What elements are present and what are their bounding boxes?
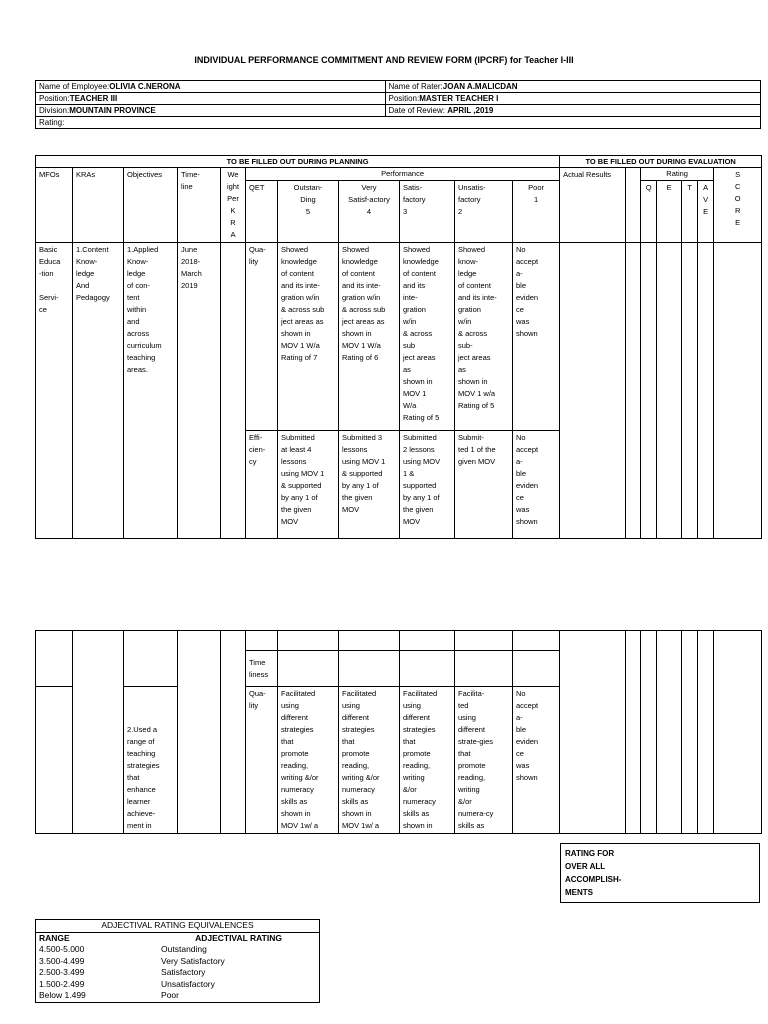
adjectival-row: 3.500-4.499 Very Satisfactory (39, 955, 225, 966)
employee-name-cell: Name of Employee:OLIVIA C.NERONA (36, 81, 386, 93)
adjectival-row: 1.500-2.499 Unsatisfactory (39, 978, 215, 989)
outstanding-header: Outstan- Ding 5 (278, 180, 339, 242)
qet-header: QET (246, 180, 278, 242)
objective-2-cell: 2.Used a range of teaching strategies that enhance learner achieve- ment in (124, 687, 178, 834)
quality-outstanding: Showed knowledge of content and its inte- gration w/in & across sub ject areas as shown in MOV 1 W/a Rating of 7 (278, 243, 339, 431)
employee-position-cell: Position:TEACHER III (36, 93, 386, 105)
performance-table (35, 155, 762, 539)
performance-header: Performance (246, 168, 560, 181)
weight-header: We ight Per K R A (221, 168, 246, 243)
efficiency-label: Effi- cien- cy (246, 431, 278, 539)
review-date: APRIL ,2019 (447, 106, 494, 115)
adjectival-row: Below 1.499 Poor (39, 990, 179, 1000)
unsatisfactory-header: Unsatis- factory 2 (455, 180, 513, 242)
objective-cell: 1.Applied Know- ledge of con- tent within and across curriculum teaching areas. (124, 243, 178, 539)
efficiency-poor: No accept a- ble eviden ce was shown (513, 431, 560, 539)
rater-name-cell: Name of Rater:JOAN A.MALICDAN (385, 81, 760, 93)
range-header: RANGE (39, 932, 70, 943)
rater-position: MASTER TEACHER I (419, 94, 499, 103)
mfo-cell: Basic Educa -tion Servi- ce (36, 243, 73, 539)
adjectival-row: 2.500-3.499 Satisfactory (39, 967, 206, 977)
score-cell[interactable] (714, 243, 762, 539)
efficiency-unsatisfactory: Submit- ted 1 of the given MOV (455, 431, 513, 539)
quality-very-satisfactory: Showed knowledge of content and its inte- gration w/in & across sub ject areas as shown in MOV 1 W/a Rating of 6 (339, 243, 400, 431)
rating-ave-cell[interactable] (698, 243, 714, 539)
poor-header: Poor 1 (513, 180, 560, 242)
objectives-header: Objectives (124, 168, 178, 243)
employee-name: OLIVIA C.NERONA (109, 82, 181, 91)
adjectival-row: 4.500-5.000 Outstanding (39, 944, 207, 954)
quality-label: Qua- lity (246, 243, 278, 431)
efficiency-very-satisfactory: Submitted 3 lessons using MOV 1 & supported by any 1 of the given MOV (339, 431, 400, 539)
rating-e-header: E (657, 180, 682, 242)
rater-name: JOAN A.MALICDAN (442, 82, 518, 91)
quality-2-satisfactory: Facilitated using different strategies that promote reading, writing &/or numeracy skills as shown in (400, 687, 455, 834)
quality-2-outstanding: Facilitated using different strategies that promote reading, writing &/or numeracy skills as shown in MOV 1w/ a (278, 687, 339, 834)
kra-cell: 1.Content Know- ledge And Pedagogy (73, 243, 124, 539)
form-title: INDIVIDUAL PERFORMANCE COMMITMENT AND REVIEW FORM (IPCRF) for Teacher I-III (194, 55, 574, 65)
actual-results-cell[interactable] (560, 243, 626, 539)
quality-2-unsatisfactory: Facilita- ted using different strate-gies that promote reading, writing &/or numera-cy skills as (455, 687, 513, 834)
quality-poor: No accept a- ble eviden ce was shown (513, 243, 560, 431)
adjectival-rating-table (35, 919, 320, 1003)
adjectival-rating-header: ADJECTIVAL RATING (195, 932, 282, 943)
rating-e-cell[interactable] (657, 243, 682, 539)
quality-2-very-satisfactory: Facilitated using different strategies that promote reading, writing &/or numeracy skills as shown in MOV 1w/ a (339, 687, 400, 834)
weight-cell[interactable] (221, 243, 246, 539)
efficiency-outstanding: Submitted at least 4 lessons using MOV 1 & supported by any 1 of the given MOV (278, 431, 339, 539)
overall-rating-box: RATING FOR OVER ALL ACCOMPLISH- MENTS (560, 843, 760, 903)
score-header: S C O R E (714, 168, 762, 243)
rating-t-header: T (682, 180, 698, 242)
quality-unsatisfactory: Showed know- ledge of content and its inte- gration w/in & across sub- ject areas as shown in MOV 1 w/a Rating of 5 (455, 243, 513, 431)
division: MOUNTAIN PROVINCE (69, 106, 156, 115)
timeline-header: Time- line (178, 168, 221, 243)
rating-ave-header: A V E (698, 180, 714, 242)
timeline-cell: June 2018- March 2019 (178, 243, 221, 539)
rating-cell: Rating: (36, 117, 761, 129)
satisfactory-header: Satis- factory 3 (400, 180, 455, 242)
kras-header: KRAs (73, 168, 124, 243)
planning-header: TO BE FILLED OUT DURING PLANNING (36, 156, 560, 168)
performance-table-continued (35, 630, 762, 834)
adjectival-title: ADJECTIVAL RATING EQUIVALENCES (36, 920, 320, 933)
employee-position: TEACHER III (69, 94, 118, 103)
evaluation-header: TO BE FILLED OUT DURING EVALUATION (560, 156, 762, 168)
quality-2-poor: No accept a- ble eviden ce was shown (513, 687, 560, 834)
rater-position-cell: Position:MASTER TEACHER I (385, 93, 760, 105)
mfos-header: MFOs (36, 168, 73, 243)
quality-satisfactory: Showed knowledge of content and its inte- gration w/in & across sub ject areas as shown in MOV 1 W/a Rating of 5 (400, 243, 455, 431)
rating-t-cell[interactable] (682, 243, 698, 539)
rating-q-header: Q (641, 180, 657, 242)
timeliness-label: Time liness (246, 651, 278, 687)
employee-info-table (35, 80, 761, 129)
actual-results-header: Actual Results (560, 168, 626, 243)
efficiency-satisfactory: Submitted 2 lessons using MOV 1 & supported by any 1 of the given MOV (400, 431, 455, 539)
rating-q-cell[interactable] (641, 243, 657, 539)
rating-header: Rating (641, 168, 714, 181)
review-date-cell: Date of Review: APRIL ,2019 (385, 105, 760, 117)
division-cell: Division:MOUNTAIN PROVINCE (36, 105, 386, 117)
quality-2-label: Qua- lity (246, 687, 278, 834)
very-satisfactory-header: Very Satisf-actory 4 (339, 180, 400, 242)
